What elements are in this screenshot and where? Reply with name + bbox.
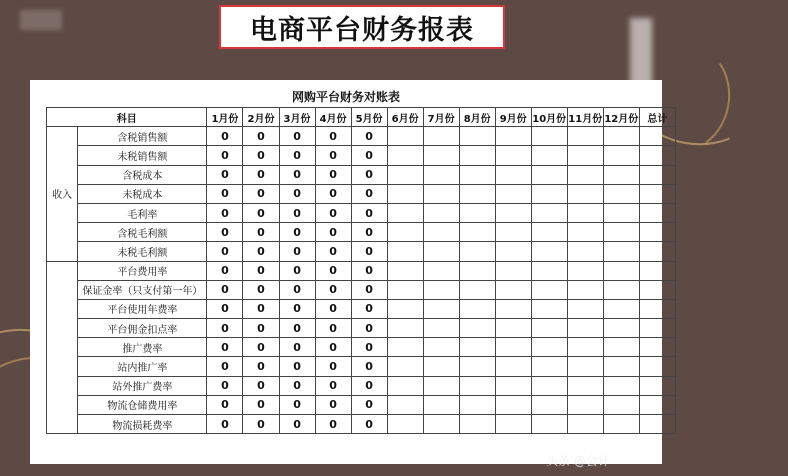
- value-cell: 0: [351, 357, 387, 376]
- empty-cell: [567, 280, 603, 299]
- value-cell: 0: [243, 319, 279, 338]
- empty-cell: [603, 357, 639, 376]
- value-cell: 0: [279, 280, 315, 299]
- value-cell: 0: [279, 299, 315, 318]
- empty-cell: [459, 146, 495, 165]
- empty-cell: [639, 184, 675, 203]
- value-cell: 0: [315, 357, 351, 376]
- value-cell: 0: [207, 203, 243, 222]
- report-table: [46, 107, 676, 434]
- subject-cell: 平台佣金扣点率: [78, 319, 207, 338]
- empty-cell: [387, 165, 423, 184]
- empty-cell: [387, 184, 423, 203]
- value-cell: 0: [279, 223, 315, 242]
- value-cell: 0: [279, 261, 315, 280]
- header-month: 8月份: [459, 108, 495, 127]
- empty-cell: [531, 165, 567, 184]
- value-cell: 0: [243, 338, 279, 357]
- header-month: 总计: [639, 108, 675, 127]
- table-row: [47, 319, 676, 338]
- empty-cell: [603, 280, 639, 299]
- value-cell: 0: [243, 376, 279, 395]
- value-cell: 0: [351, 299, 387, 318]
- value-cell: 0: [279, 165, 315, 184]
- value-cell: 0: [207, 395, 243, 414]
- empty-cell: [495, 242, 531, 261]
- empty-cell: [531, 184, 567, 203]
- empty-cell: [423, 261, 459, 280]
- empty-cell: [639, 242, 675, 261]
- header-month: 6月份: [387, 108, 423, 127]
- value-cell: 0: [351, 338, 387, 357]
- empty-cell: [639, 127, 675, 146]
- sheet-title: 网购平台财务对账表: [291, 90, 400, 104]
- empty-cell: [495, 319, 531, 338]
- table-row: [47, 415, 676, 434]
- header-row: [47, 108, 676, 127]
- empty-cell: [603, 338, 639, 357]
- empty-cell: [639, 338, 675, 357]
- empty-cell: [567, 242, 603, 261]
- category-cell: 收入: [47, 127, 78, 261]
- empty-cell: [567, 261, 603, 280]
- value-cell: 0: [351, 395, 387, 414]
- empty-cell: [387, 223, 423, 242]
- header-month: 11月份: [567, 108, 603, 127]
- value-cell: 0: [315, 280, 351, 299]
- empty-cell: [423, 338, 459, 357]
- header-month: 7月份: [423, 108, 459, 127]
- empty-cell: [567, 338, 603, 357]
- table-row: [47, 338, 676, 357]
- empty-cell: [459, 223, 495, 242]
- empty-cell: [567, 376, 603, 395]
- subject-cell: 含税毛利额: [78, 223, 207, 242]
- empty-cell: [387, 319, 423, 338]
- table-row: [47, 242, 676, 261]
- value-cell: 0: [243, 395, 279, 414]
- empty-cell: [603, 319, 639, 338]
- table-row: [47, 127, 676, 146]
- empty-cell: [567, 415, 603, 434]
- value-cell: 0: [315, 165, 351, 184]
- subject-cell: 物流仓储费用率: [78, 395, 207, 414]
- empty-cell: [531, 261, 567, 280]
- value-cell: 0: [279, 203, 315, 222]
- empty-cell: [639, 357, 675, 376]
- empty-cell: [423, 223, 459, 242]
- empty-cell: [531, 338, 567, 357]
- value-cell: 0: [207, 280, 243, 299]
- header-subject: 科目: [47, 108, 207, 127]
- value-cell: 0: [279, 242, 315, 261]
- empty-cell: [423, 395, 459, 414]
- subject-cell: 平台使用年费率: [78, 299, 207, 318]
- empty-cell: [639, 223, 675, 242]
- empty-cell: [603, 299, 639, 318]
- value-cell: 0: [207, 299, 243, 318]
- empty-cell: [567, 146, 603, 165]
- value-cell: 0: [315, 146, 351, 165]
- table-row: [47, 223, 676, 242]
- empty-cell: [567, 223, 603, 242]
- value-cell: 0: [351, 184, 387, 203]
- empty-cell: [603, 242, 639, 261]
- subject-cell: 含税成本: [78, 165, 207, 184]
- value-cell: 0: [315, 223, 351, 242]
- empty-cell: [423, 127, 459, 146]
- subject-cell: 未税成本: [78, 184, 207, 203]
- value-cell: 0: [315, 127, 351, 146]
- value-cell: 0: [279, 146, 315, 165]
- value-cell: 0: [207, 223, 243, 242]
- empty-cell: [423, 415, 459, 434]
- value-cell: 0: [243, 299, 279, 318]
- empty-cell: [603, 184, 639, 203]
- empty-cell: [639, 165, 675, 184]
- table-row: [47, 357, 676, 376]
- value-cell: 0: [351, 261, 387, 280]
- value-cell: 0: [207, 242, 243, 261]
- value-cell: 0: [315, 415, 351, 434]
- value-cell: 0: [351, 242, 387, 261]
- subject-cell: 未税销售额: [78, 146, 207, 165]
- empty-cell: [603, 127, 639, 146]
- empty-cell: [603, 261, 639, 280]
- empty-cell: [459, 261, 495, 280]
- empty-cell: [459, 127, 495, 146]
- banner-title: 电商平台财务报表: [250, 14, 474, 46]
- category-cell: [47, 261, 78, 434]
- empty-cell: [603, 415, 639, 434]
- value-cell: 0: [279, 357, 315, 376]
- empty-cell: [531, 203, 567, 222]
- subject-cell: 毛利率: [78, 203, 207, 222]
- empty-cell: [459, 395, 495, 414]
- report-sheet: [30, 80, 668, 464]
- empty-cell: [495, 261, 531, 280]
- empty-cell: [495, 280, 531, 299]
- header-month: 12月份: [603, 108, 639, 127]
- value-cell: 0: [207, 319, 243, 338]
- blurred-logo: [20, 10, 62, 30]
- value-cell: 0: [243, 203, 279, 222]
- subject-cell: 未税毛利额: [78, 242, 207, 261]
- empty-cell: [639, 299, 675, 318]
- value-cell: 0: [243, 242, 279, 261]
- table-row: [47, 165, 676, 184]
- empty-cell: [531, 242, 567, 261]
- empty-cell: [639, 376, 675, 395]
- value-cell: 0: [207, 146, 243, 165]
- empty-cell: [423, 280, 459, 299]
- subject-cell: 含税销售额: [78, 127, 207, 146]
- value-cell: 0: [351, 146, 387, 165]
- empty-cell: [639, 395, 675, 414]
- empty-cell: [423, 184, 459, 203]
- empty-cell: [531, 280, 567, 299]
- empty-cell: [603, 223, 639, 242]
- header-month: 2月份: [243, 108, 279, 127]
- empty-cell: [423, 242, 459, 261]
- header-month: 9月份: [495, 108, 531, 127]
- table-row: [47, 299, 676, 318]
- value-cell: 0: [351, 415, 387, 434]
- empty-cell: [459, 299, 495, 318]
- value-cell: 0: [207, 127, 243, 146]
- header-month: 1月份: [207, 108, 243, 127]
- value-cell: 0: [243, 146, 279, 165]
- value-cell: 0: [315, 319, 351, 338]
- table-row: [47, 395, 676, 414]
- value-cell: 0: [243, 357, 279, 376]
- empty-cell: [495, 415, 531, 434]
- empty-cell: [603, 165, 639, 184]
- empty-cell: [459, 338, 495, 357]
- empty-cell: [495, 395, 531, 414]
- empty-cell: [531, 357, 567, 376]
- value-cell: 0: [279, 319, 315, 338]
- table-row: [47, 280, 676, 299]
- empty-cell: [387, 395, 423, 414]
- empty-cell: [567, 165, 603, 184]
- empty-cell: [495, 357, 531, 376]
- value-cell: 0: [243, 261, 279, 280]
- empty-cell: [495, 203, 531, 222]
- value-cell: 0: [315, 299, 351, 318]
- empty-cell: [639, 146, 675, 165]
- subject-cell: 平台费用率: [78, 261, 207, 280]
- empty-cell: [639, 319, 675, 338]
- table-row: [47, 203, 676, 222]
- empty-cell: [387, 203, 423, 222]
- value-cell: 0: [315, 184, 351, 203]
- value-cell: 0: [207, 165, 243, 184]
- value-cell: 0: [315, 395, 351, 414]
- empty-cell: [387, 299, 423, 318]
- empty-cell: [387, 127, 423, 146]
- value-cell: 0: [243, 165, 279, 184]
- subject-cell: 站外推广费率: [78, 376, 207, 395]
- watermark: 头条 @会计: [546, 454, 610, 468]
- value-cell: 0: [351, 127, 387, 146]
- value-cell: 0: [351, 319, 387, 338]
- value-cell: 0: [279, 376, 315, 395]
- value-cell: 0: [315, 203, 351, 222]
- empty-cell: [639, 203, 675, 222]
- value-cell: 0: [243, 280, 279, 299]
- empty-cell: [459, 184, 495, 203]
- empty-cell: [531, 146, 567, 165]
- empty-cell: [639, 415, 675, 434]
- empty-cell: [495, 165, 531, 184]
- empty-cell: [495, 184, 531, 203]
- empty-cell: [567, 127, 603, 146]
- value-cell: 0: [243, 415, 279, 434]
- empty-cell: [387, 280, 423, 299]
- empty-cell: [459, 242, 495, 261]
- empty-cell: [603, 203, 639, 222]
- table-row: [47, 146, 676, 165]
- empty-cell: [495, 146, 531, 165]
- empty-cell: [639, 261, 675, 280]
- value-cell: 0: [315, 242, 351, 261]
- empty-cell: [567, 203, 603, 222]
- value-cell: 0: [207, 184, 243, 203]
- empty-cell: [459, 203, 495, 222]
- value-cell: 0: [351, 223, 387, 242]
- value-cell: 0: [351, 203, 387, 222]
- empty-cell: [459, 165, 495, 184]
- empty-cell: [459, 415, 495, 434]
- value-cell: 0: [351, 280, 387, 299]
- header-month: 5月份: [351, 108, 387, 127]
- empty-cell: [531, 299, 567, 318]
- value-cell: 0: [315, 261, 351, 280]
- value-cell: 0: [279, 338, 315, 357]
- empty-cell: [567, 299, 603, 318]
- value-cell: 0: [279, 395, 315, 414]
- banner-title-box: [219, 5, 505, 49]
- empty-cell: [495, 338, 531, 357]
- empty-cell: [423, 165, 459, 184]
- empty-cell: [495, 299, 531, 318]
- subject-cell: 推广费率: [78, 338, 207, 357]
- empty-cell: [423, 299, 459, 318]
- value-cell: 0: [279, 127, 315, 146]
- empty-cell: [387, 146, 423, 165]
- empty-cell: [387, 357, 423, 376]
- value-cell: 0: [207, 376, 243, 395]
- empty-cell: [567, 319, 603, 338]
- value-cell: 0: [279, 415, 315, 434]
- empty-cell: [639, 280, 675, 299]
- empty-cell: [567, 184, 603, 203]
- empty-cell: [459, 319, 495, 338]
- value-cell: 0: [207, 261, 243, 280]
- empty-cell: [531, 319, 567, 338]
- empty-cell: [603, 376, 639, 395]
- value-cell: 0: [315, 376, 351, 395]
- table-row: [47, 261, 676, 280]
- empty-cell: [567, 357, 603, 376]
- value-cell: 0: [315, 338, 351, 357]
- empty-cell: [567, 395, 603, 414]
- empty-cell: [423, 357, 459, 376]
- empty-cell: [423, 203, 459, 222]
- empty-cell: [603, 395, 639, 414]
- value-cell: 0: [243, 127, 279, 146]
- header-month: 4月份: [315, 108, 351, 127]
- empty-cell: [459, 376, 495, 395]
- empty-cell: [423, 146, 459, 165]
- value-cell: 0: [279, 184, 315, 203]
- value-cell: 0: [207, 338, 243, 357]
- empty-cell: [387, 338, 423, 357]
- empty-cell: [531, 127, 567, 146]
- empty-cell: [531, 223, 567, 242]
- value-cell: 0: [243, 184, 279, 203]
- table-row: [47, 376, 676, 395]
- empty-cell: [423, 376, 459, 395]
- empty-cell: [387, 376, 423, 395]
- empty-cell: [603, 146, 639, 165]
- value-cell: 0: [207, 415, 243, 434]
- empty-cell: [495, 376, 531, 395]
- value-cell: 0: [351, 376, 387, 395]
- empty-cell: [495, 127, 531, 146]
- empty-cell: [459, 280, 495, 299]
- header-month: 10月份: [531, 108, 567, 127]
- empty-cell: [387, 261, 423, 280]
- empty-cell: [531, 395, 567, 414]
- empty-cell: [531, 415, 567, 434]
- header-month: 3月份: [279, 108, 315, 127]
- value-cell: 0: [243, 223, 279, 242]
- empty-cell: [423, 319, 459, 338]
- empty-cell: [495, 223, 531, 242]
- empty-cell: [531, 376, 567, 395]
- table-row: [47, 184, 676, 203]
- empty-cell: [387, 415, 423, 434]
- subject-cell: 物流损耗费率: [78, 415, 207, 434]
- value-cell: 0: [351, 165, 387, 184]
- subject-cell: 站内推广率: [78, 357, 207, 376]
- empty-cell: [387, 242, 423, 261]
- subject-cell: 保证金率（只支付第一年）: [78, 280, 207, 299]
- value-cell: 0: [207, 357, 243, 376]
- empty-cell: [459, 357, 495, 376]
